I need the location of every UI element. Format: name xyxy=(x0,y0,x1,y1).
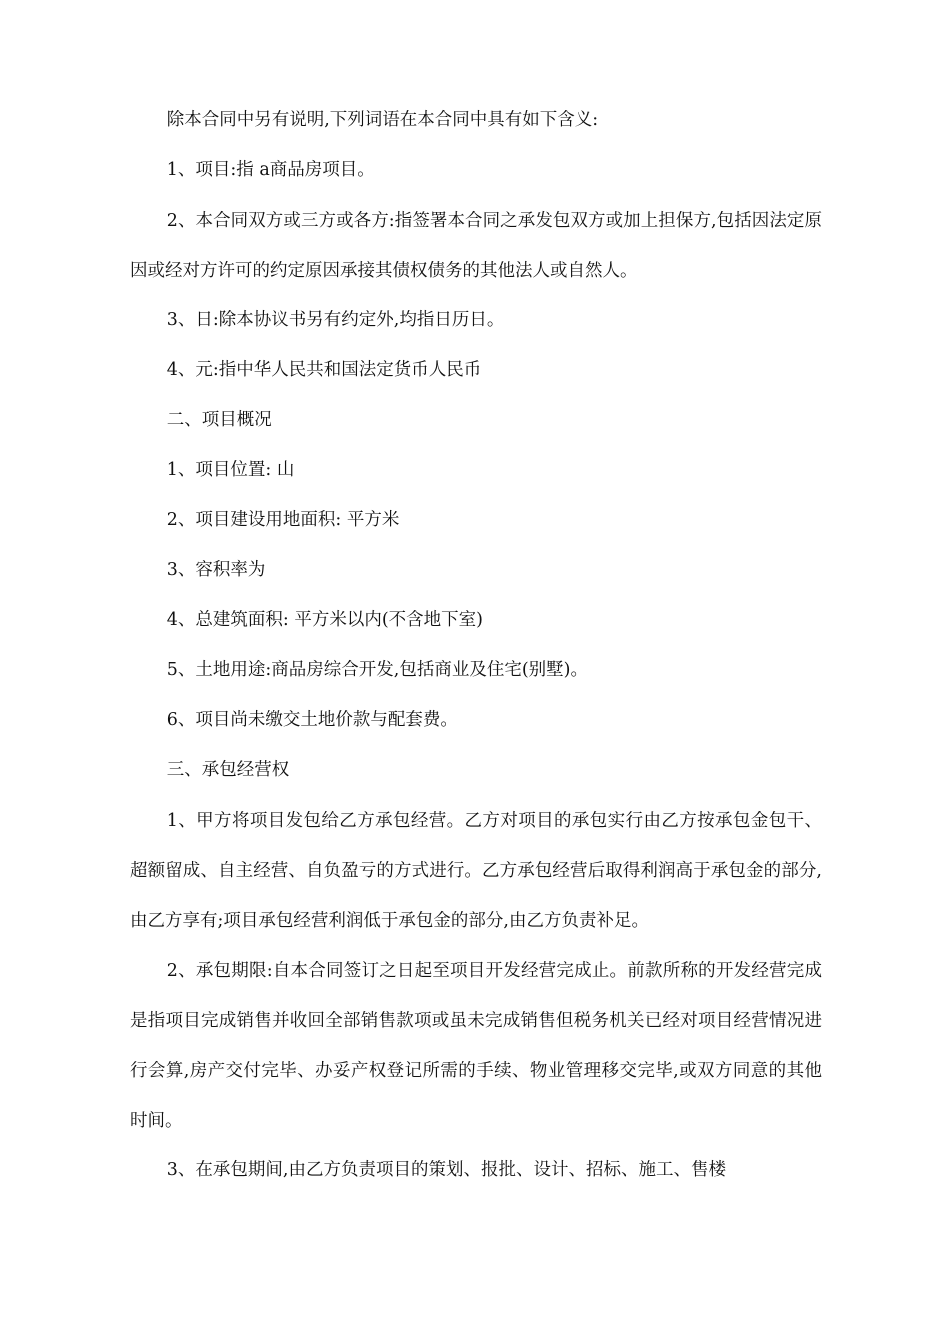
paragraph-land-fees: 6、项目尚未缴交土地价款与配套费。 xyxy=(166,710,458,730)
paragraph-project-location: 1、项目位置: 山 xyxy=(166,460,295,480)
section-heading-project-overview: 二、项目概况 xyxy=(166,410,272,430)
paragraph-contract-operation: 1、甲方将项目发包给乙方承包经营。乙方对项目的承包实行由乙方按承包金包干、超额留成、自主经营、自负盈亏的方式进行。乙方承包经营后取得利润高于承包金的部分,由乙方享有;项目承包经营利润低于承包金的部分,由乙方负责补足。 xyxy=(130,811,822,931)
document-body xyxy=(130,108,822,1183)
paragraph-definition-day: 3、日:除本协议书另有约定外,均指日历日。 xyxy=(166,310,505,330)
paragraph-land-area: 2、项目建设用地面积: 平方米 xyxy=(166,510,400,530)
paragraph-land-use: 5、土地用途:商品房综合开发,包括商业及住宅(别墅)。 xyxy=(166,660,588,680)
paragraph-definition-project: 1、项目:指 a商品房项目。 xyxy=(166,160,375,180)
paragraph-contract-responsibilities: 3、在承包期间,由乙方负责项目的策划、报批、设计、招标、施工、售楼 xyxy=(166,1160,726,1180)
paragraph-definition-parties: 2、本合同双方或三方或各方:指签署本合同之承发包双方或加上担保方,包括因法定原因或经对方许可的约定原因承接其债权债务的其他法人或自然人。 xyxy=(130,211,822,281)
paragraph-definition-yuan: 4、元:指中华人民共和国法定货币人民币 xyxy=(166,360,482,380)
paragraph-definitions-intro: 除本合同中另有说明,下列词语在本合同中具有如下含义: xyxy=(166,110,599,130)
paragraph-plot-ratio: 3、容积率为 xyxy=(166,560,266,580)
paragraph-total-floor-area: 4、总建筑面积: 平方米以内(不含地下室) xyxy=(166,610,483,630)
section-heading-contract-rights: 三、承包经营权 xyxy=(166,760,290,780)
paragraph-contract-term: 2、承包期限:自本合同签订之日起至项目开发经营完成止。前款所称的开发经营完成是指项目完成销售并收回全部销售款项或虽未完成销售但税务机关已经对项目经营情况进行会算,房产交付完毕、办妥产权登记所需的手续、物业管理移交完毕,或双方同意的其他时间。 xyxy=(130,961,822,1131)
